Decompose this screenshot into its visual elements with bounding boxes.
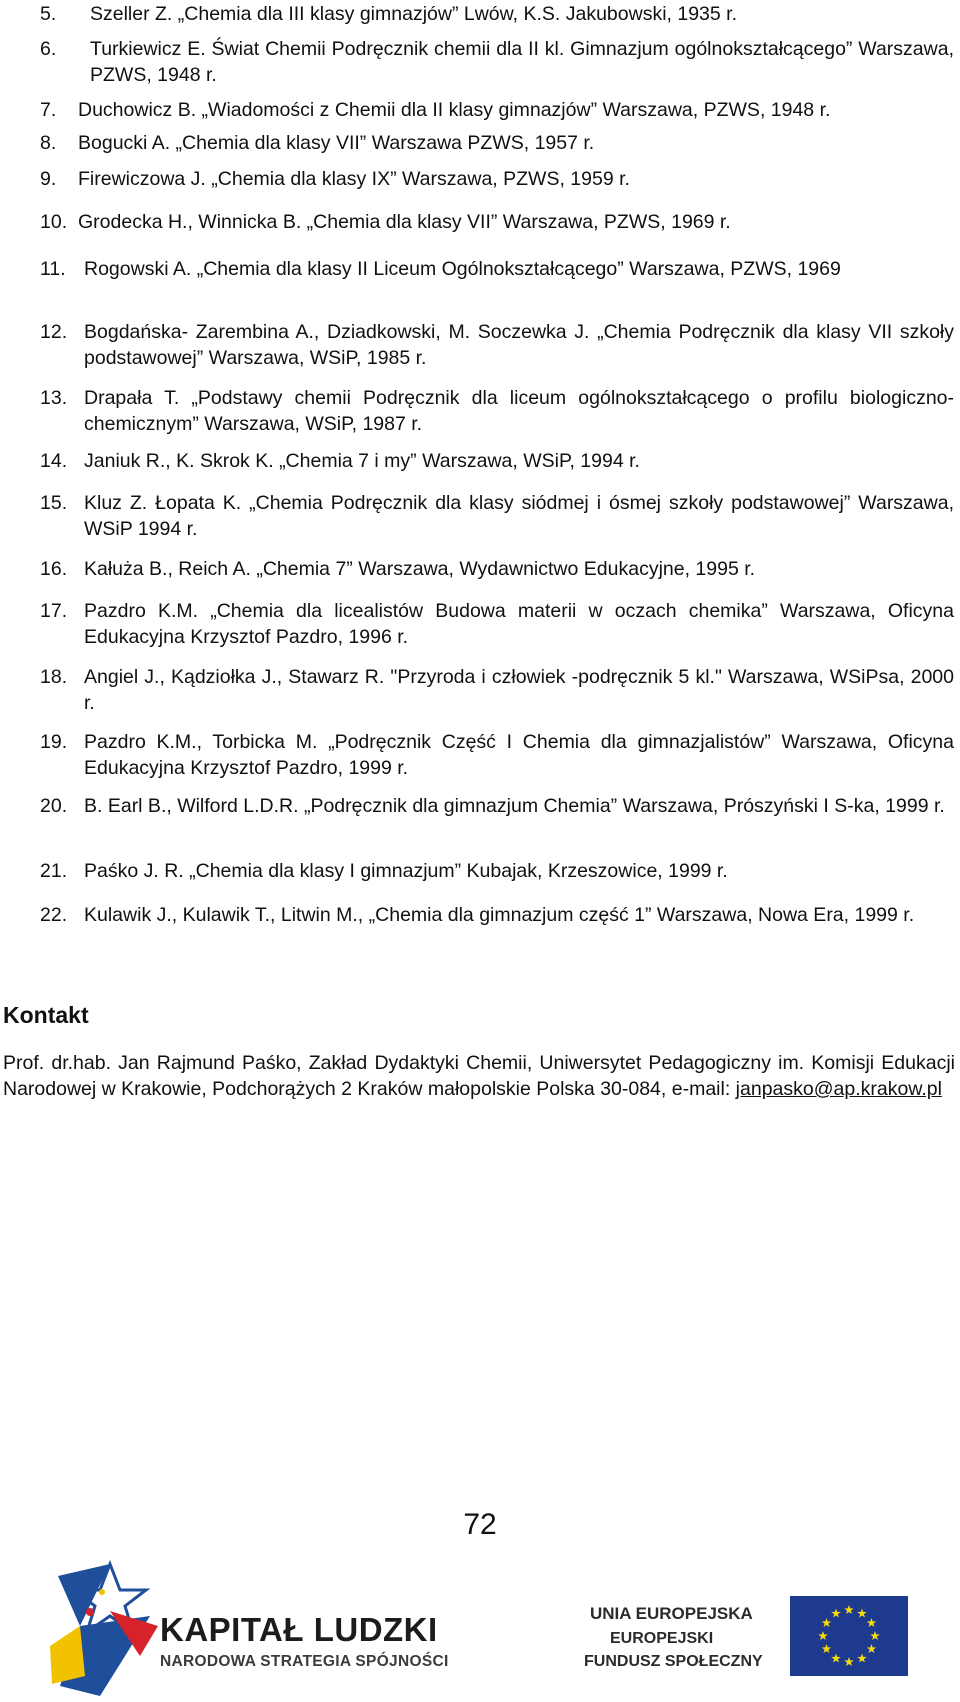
page-number: 72 <box>463 1508 497 1541</box>
reference-number: 11. <box>40 258 66 280</box>
contact-text: Prof. dr.hab. Jan Rajmund Paśko, Zakład Dydaktyki Chemii, Uniwersytet Pedagogiczny im. Komisji Edukacji Narodowej w Krakowie, Podchorążych 2 Kraków małopolskie Polska 30-084, e-mail: <box>3 1052 955 1100</box>
reference-text: Kałuża B., Reich A. „Chemia 7” Warszawa, Wydawnictwo Edukacyjne, 1995 r. <box>84 558 756 580</box>
eu-label-line2: EUROPEJSKI <box>610 1630 714 1647</box>
reference-text: Bogucki A. „Chemia dla klasy VII” Warszawa PZWS, 1957 r. <box>78 132 595 154</box>
reference-text: Bogdańska- Zarembina A., Dziadkowski, M. Soczewka J. „Chemia Podręcznik dla klasy VII szkoły podstawowej” Warszawa, WSiP, 1985 r. <box>84 321 954 369</box>
contact-paragraph <box>3 1050 955 1102</box>
reference-text: Pazdro K.M., Torbicka M. „Podręcznik Część I Chemia dla gimnazjalistów” Warszawa, Oficyna Edukacyjna Krzysztof Pazdro, 1999 r. <box>84 731 954 779</box>
reference-text: Firewiczowa J. „Chemia dla klasy IX” Warszawa, PZWS, 1959 r. <box>78 168 630 190</box>
reference-number: 6. <box>40 38 57 60</box>
reference-number: 16. <box>40 558 68 580</box>
reference-text: Paśko J. R. „Chemia dla klasy I gimnazjum” Kubajak, Krzeszowice, 1999 r. <box>84 860 728 882</box>
eu-label-line3: FUNDUSZ SPOŁECZNY <box>584 1653 763 1670</box>
reference-text: Janiuk R., K. Skrok K. „Chemia 7 i my” Warszawa, WSiP, 1994 r. <box>84 450 640 472</box>
reference-number: 8. <box>40 132 57 154</box>
reference-number: 12. <box>40 321 68 343</box>
reference-text: Duchowicz B. „Wiadomości z Chemii dla II klasy gimnazjów” Warszawa, PZWS, 1948 r. <box>78 99 831 121</box>
reference-number: 9. <box>40 168 57 190</box>
kapital-ludzki-title: KAPITAŁ LUDZKI <box>160 1611 438 1648</box>
reference-number: 22. <box>40 904 68 926</box>
email-link[interactable]: janpasko@ap.krakow.pl <box>735 1078 942 1100</box>
reference-text: Grodecka H., Winnicka B. „Chemia dla klasy VII” Warszawa, PZWS, 1969 r. <box>78 211 731 233</box>
reference-text: Kulawik J., Kulawik T., Litwin M., „Chemia dla gimnazjum część 1” Warszawa, Nowa Era, 1999 r. <box>84 904 915 926</box>
reference-number: 10. <box>40 211 68 233</box>
eu-flag-icon <box>790 1596 908 1676</box>
reference-number: 19. <box>40 731 68 753</box>
contact-heading: Kontakt <box>3 1002 89 1028</box>
kapital-ludzki-subtitle: NARODOWA STRATEGIA SPÓJNOŚCI <box>160 1653 449 1670</box>
reference-number: 20. <box>40 795 68 817</box>
reference-number: 15. <box>40 492 68 514</box>
reference-number: 14. <box>40 450 68 472</box>
reference-text: Pazdro K.M. „Chemia dla licealistów Budowa materii w oczach chemika” Warszawa, Oficyna Edukacyjna Krzysztof Pazdro, 1996 r. <box>84 600 954 648</box>
reference-text: Kluz Z. Łopata K. „Chemia Podręcznik dla klasy siódmej i ósmej szkoły podstawowej” Warszawa, WSiP 1994 r. <box>84 492 954 540</box>
eu-label-line1: UNIA EUROPEJSKA <box>590 1604 753 1623</box>
footer-logos <box>0 1556 960 1702</box>
reference-number: 5. <box>40 3 57 25</box>
reference-text: Turkiewicz E. Świat Chemii Podręcznik chemii dla II kl. Gimnazjum ogólnokształcącego” Warszawa, PZWS, 1948 r. <box>90 38 954 86</box>
reference-text: Angiel J., Kądziołka J., Stawarz R. "Przyroda i człowiek -podręcznik 5 kl." Warszawa, WSiPsa, 2000 r. <box>84 666 954 714</box>
reference-text: B. Earl B., Wilford L.D.R. „Podręcznik dla gimnazjum Chemia” Warszawa, Prószyński I S-ka, 1999 r. <box>84 795 945 817</box>
reference-number: 21. <box>40 860 68 882</box>
reference-number: 7. <box>40 99 57 121</box>
reference-text: Drapała T. „Podstawy chemii Podręcznik dla liceum ogólnokształcącego o profilu biologiczno-chemicznym” Warszawa, WSiP, 1987 r. <box>84 387 954 435</box>
reference-text: Szeller Z. „Chemia dla III klasy gimnazjów” Lwów, K.S. Jakubowski, 1935 r. <box>90 3 738 25</box>
reference-text: Rogowski A. „Chemia dla klasy II Liceum Ogólnokształcącego” Warszawa, PZWS, 1969 <box>84 258 841 280</box>
reference-number: 17. <box>40 600 68 622</box>
reference-number: 13. <box>40 387 68 409</box>
reference-number: 18. <box>40 666 68 688</box>
